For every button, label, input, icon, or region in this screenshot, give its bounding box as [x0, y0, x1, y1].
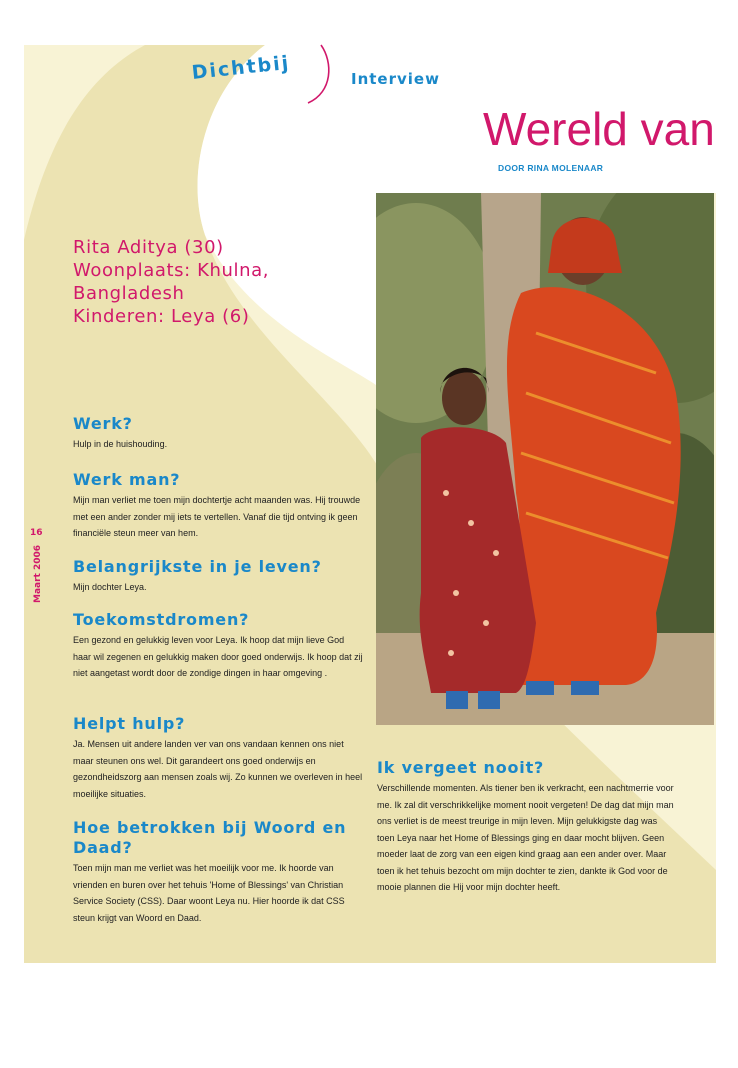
question-heading: Ik vergeet nooit?: [377, 758, 545, 777]
byline: DOOR RINA MOLENAAR: [498, 163, 604, 173]
profile-name: Rita Aditya (30): [73, 237, 224, 258]
qa-husband-work: [73, 470, 363, 542]
answer-text: Een gezond en gelukkig leven voor Leya. Ik hoop dat mijn lieve God haar wil zegenen en gelukkig maken door goed onderwijs. Ik hoop dat zij niet aangetast wordt door de zondige dingen in haar omgeving .: [73, 635, 363, 678]
question-heading: Belangrijkste in je leven?: [73, 557, 322, 576]
portrait-photo: [376, 193, 714, 725]
qa-most-important: [73, 557, 363, 596]
qa-does-help-help: [73, 714, 363, 802]
answer-text: Mijn dochter Leya.: [73, 582, 147, 592]
profile-residence: Woonplaats: Khulna,: [73, 260, 270, 281]
answer-text: Toen mijn man me verliet was het moeilijk voor me. Ik hoorde van vrienden en buren over het tehuis 'Home of Blessings' van Christian Service Society (CSS). Daar woont Leya nu. Hier hoorde ik dat CSS steun krijgt van Woord en Daad.: [73, 863, 345, 923]
page-number: 16: [30, 528, 43, 538]
question-heading: Toekomstdromen?: [73, 610, 250, 629]
question-heading: Werk?: [73, 414, 133, 433]
answer-text: Ja. Mensen uit andere landen ver van ons vandaan kennen ons niet maar steunen ons wel. Dit garandeert ons goed onderwijs en gezondheidszorg aan mensen zoals wij. Zo kunnen we overleven in heel moeilijke situaties.: [73, 739, 363, 799]
article-title: Wereld van: [483, 103, 715, 155]
qa-never-forget: [377, 758, 677, 896]
profile-country: Bangladesh: [73, 283, 185, 304]
section-label: Dichtbij: [190, 51, 292, 84]
profile-block: [73, 236, 363, 328]
profile-children: Kinderen: Leya (6): [73, 306, 250, 327]
question-heading: Hoe betrokken bij Woord en Daad?: [73, 818, 347, 857]
category-label: Interview: [351, 70, 440, 88]
question-heading: Helpt hulp?: [73, 714, 186, 733]
qa-involvement: [73, 818, 358, 926]
answer-text: Mijn man verliet me toen mijn dochtertje acht maanden was. Hij trouwde met een ander zonder mij iets te vertellen. Vanaf die tijd ontving ik geen financiële steun meer van hem.: [73, 495, 361, 538]
answer-text: Hulp in de huishouding.: [73, 439, 168, 449]
question-heading: Werk man?: [73, 470, 181, 489]
qa-work: [73, 414, 363, 453]
issue-date: Maart 2006: [33, 544, 43, 603]
qa-future-dreams: [73, 610, 363, 682]
answer-text: Verschillende momenten. Als tiener ben ik verkracht, een nachtmerrie voor me. Ik zal dit verschrikkelijke moment nooit vergeten! De dag dat mijn man ons verliet is de meest treurige in mijn leven. Mijn gelukkigste dag was toen Leya naar het Home of Blessings ging en daar mocht blijven. Geen moeder laat de zorg van een eigen kind graag aan een ander over. Maar toen ik het tehuis bezocht om mijn dochter te zien, dankte ik God voor de mooie plannen die Hij voor mijn dochter heeft.: [377, 783, 674, 892]
